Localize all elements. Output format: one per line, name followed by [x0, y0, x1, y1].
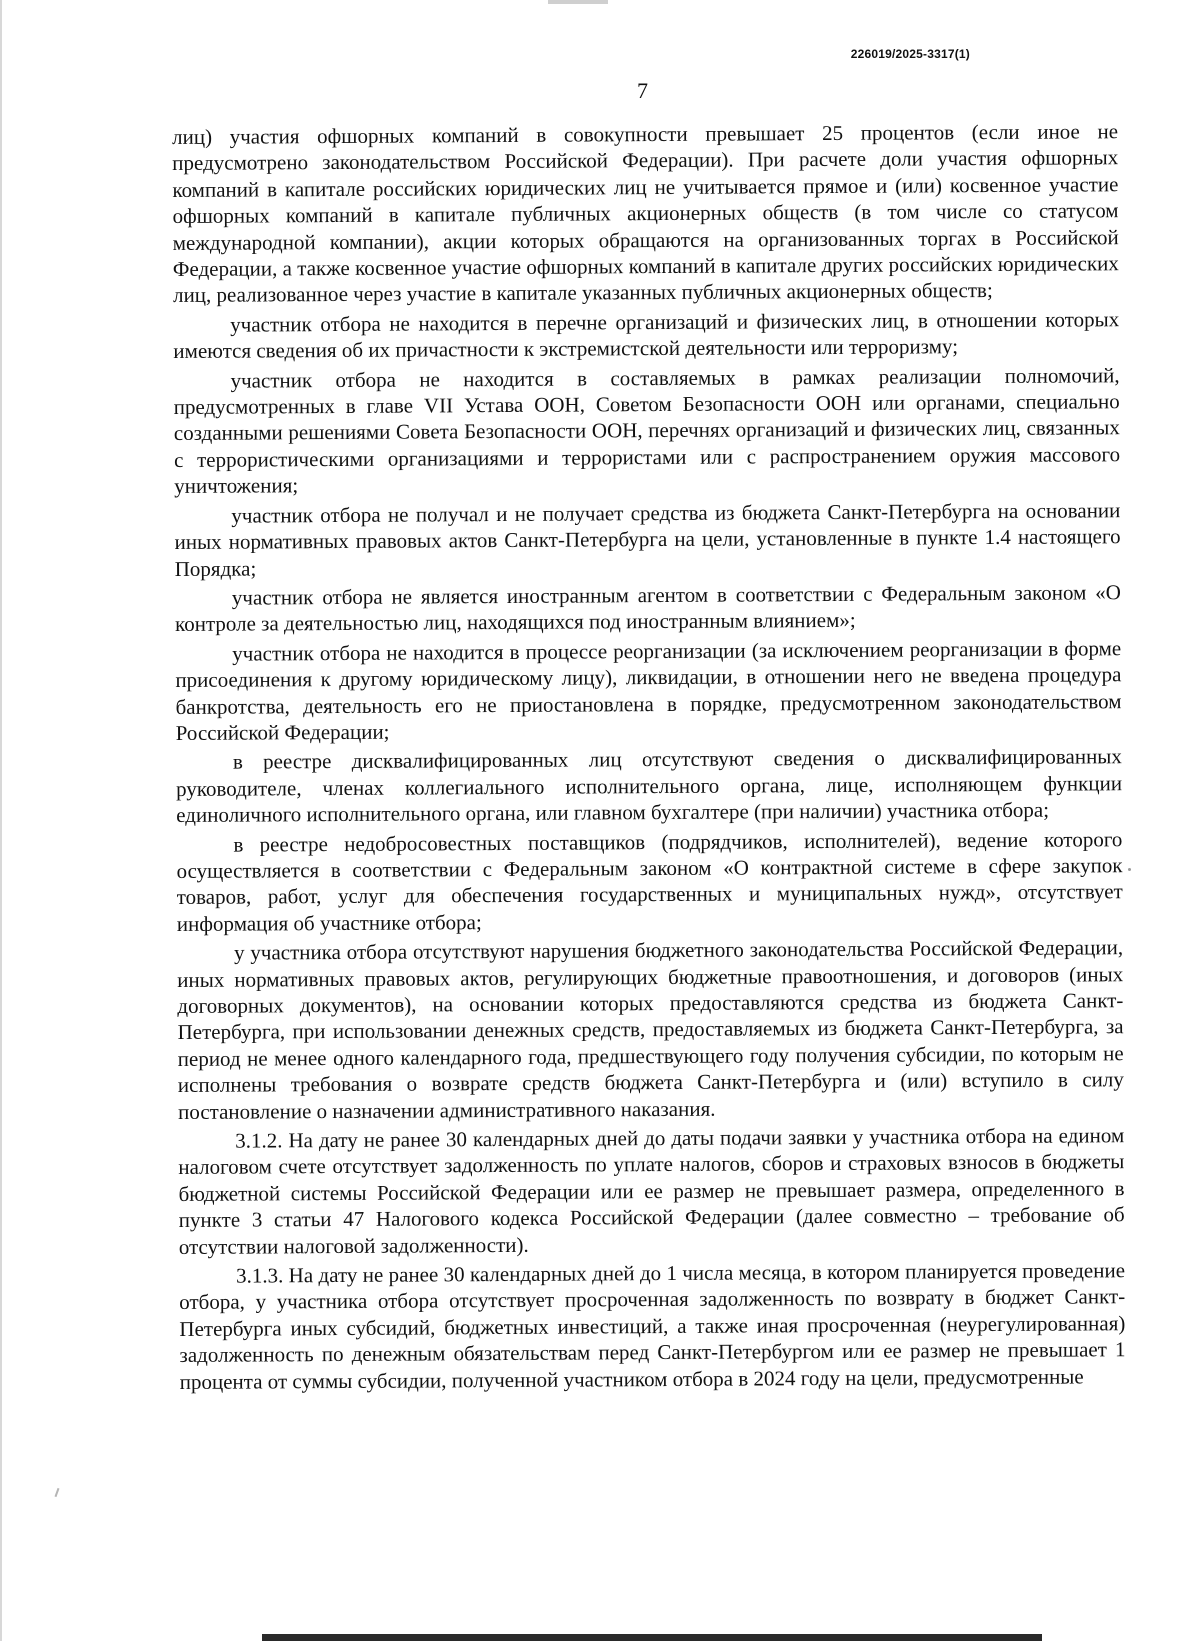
page-number: 7: [637, 78, 648, 103]
paragraph-extremism-list: участник отбора не находится в перечне организаций и физических лиц, в отношении которых имеются сведения об их причастности к экстремистской деятельности или терроризму;: [173, 307, 1120, 364]
paragraph-3-1-3: 3.1.3. На дату не ранее 30 календарных дней до 1 числа месяца, в котором планируется проведение отбора, у участника отбора отсутствует просроченная задолженность по возврату в бюджет Санкт-Петербурга иных субсидий, бюджетных инвестиций, а также иная просроченная (неурегулированная) задолженность по денежным обязательствам перед Санкт-Петербургом или ее размер не превышает 1 процента от суммы субсидии, полученной участником отбора в 2024 году на цели, предусмотренные: [179, 1258, 1126, 1394]
scan-left-edge: [0, 0, 2, 1641]
paragraph-budget-funds: участник отбора не получал и не получает средства из бюджета Санкт-Петербурга на основании иных нормативных правовых актов Санкт-Петербурга на цели, установленные в пункте 1.4 настоящего Порядка;: [174, 497, 1121, 581]
document-body: [172, 118, 1126, 1398]
paragraph-offshore-participation: лиц) участия офшорных компаний в совокупности превышает 25 процентов (если иное не предусмотрено законодательством Российской Федерации). При расчете доли участия офшорных компаний в капитале российских юридических лиц не учитывается прямое и (или) косвенное участие офшорных компаний в капитале публичных акционерных обществ (в том числе со статусом международной компании), акции которых обращаются на организованных торгах в Российской Федерации, а также косвенное участие офшорных компаний в капитале других российских юридических лиц, реализованное через участие в капитале указанных публичных акционерных обществ;: [172, 119, 1119, 308]
scan-speck: [55, 1488, 60, 1497]
paragraph-budget-violations: у участника отбора отсутствуют нарушения бюджетного законодательства Российской Федерации, иных нормативных правовых актов, регулирующих бюджетные правоотношения, и договоров (иных договорных документов), на основании которых предоставляются средства из бюджета Санкт-Петербурга, при использовании денежных средств, предоставляемых из бюджета Санкт-Петербурга, за период не менее одного календарного года, предшествующего году получения субсидии, по которым не исполнены требования о возврате средств бюджета Санкт-Петербурга и (или) вступило в силу постановление о назначении административного наказания.: [177, 935, 1124, 1124]
paragraph-unfair-suppliers: в реестре недобросовестных поставщиков (подрядчиков, исполнителей), ведение которого осуществляется в соответствии с Федеральным законом «О контрактной системе в сфере закупок товаров, работ, услуг для обеспечения государственных и муниципальных нужд», отсутствует информация об участнике отбора;: [176, 826, 1123, 936]
paragraph-foreign-agent: участник отбора не является иностранным агентом в соответствии с Федеральным законом «О контроле за деятельностью лиц, находящихся под иностранным влиянием»;: [174, 580, 1121, 637]
scan-speck: [1128, 868, 1131, 871]
scan-bottom-edge: [262, 1634, 1042, 1641]
paragraph-3-1-2: 3.1.2. На дату не ранее 30 календарных дней до даты подачи заявки у участника отбора на едином налоговом счете отсутствует задолженность по уплате налогов, сборов и страховых взносов в бюджеты бюджетной системы Российской Федерации или ее размер не превышает размера, определенного в пункте 3 статьи 47 Налогового кодекса Российской Федерации (далее совместно – требование об отсутствии налоговой задолженности).: [178, 1123, 1125, 1259]
scan-top-mark: [548, 0, 608, 4]
document-registration-number: 226019/2025-3317(1): [850, 47, 970, 61]
paragraph-disqualified-persons: в реестре дисквалифицированных лиц отсутствуют сведения о дисквалифицированных руководителе, членах коллегиального исполнительного органа, лице, исполняющем функции единоличного исполнительного органа, или главном бухгалтере (при наличии) участника отбора;: [175, 744, 1123, 828]
paragraph-reorganization: участник отбора не находится в процессе реорганизации (за исключением реорганизации в форме присоединения к другому юридическому лицу), ликвидации, в отношении него не введена процедура банкротства, деятельность его не приостановлена в порядке, предусмотренном законодательством Российской Федерации;: [175, 635, 1122, 745]
paragraph-un-lists: участник отбора не находится в составляемых в рамках реализации полномочий, предусмотренных в главе VII Устава ООН, Советом Безопасности ООН или органами, специально созданными решениями Совета Безопасности ООН, перечнях организаций и физических лиц, связанных с террористическими организациями и террористами или с распространением оружия массового уничтожения;: [173, 362, 1121, 499]
